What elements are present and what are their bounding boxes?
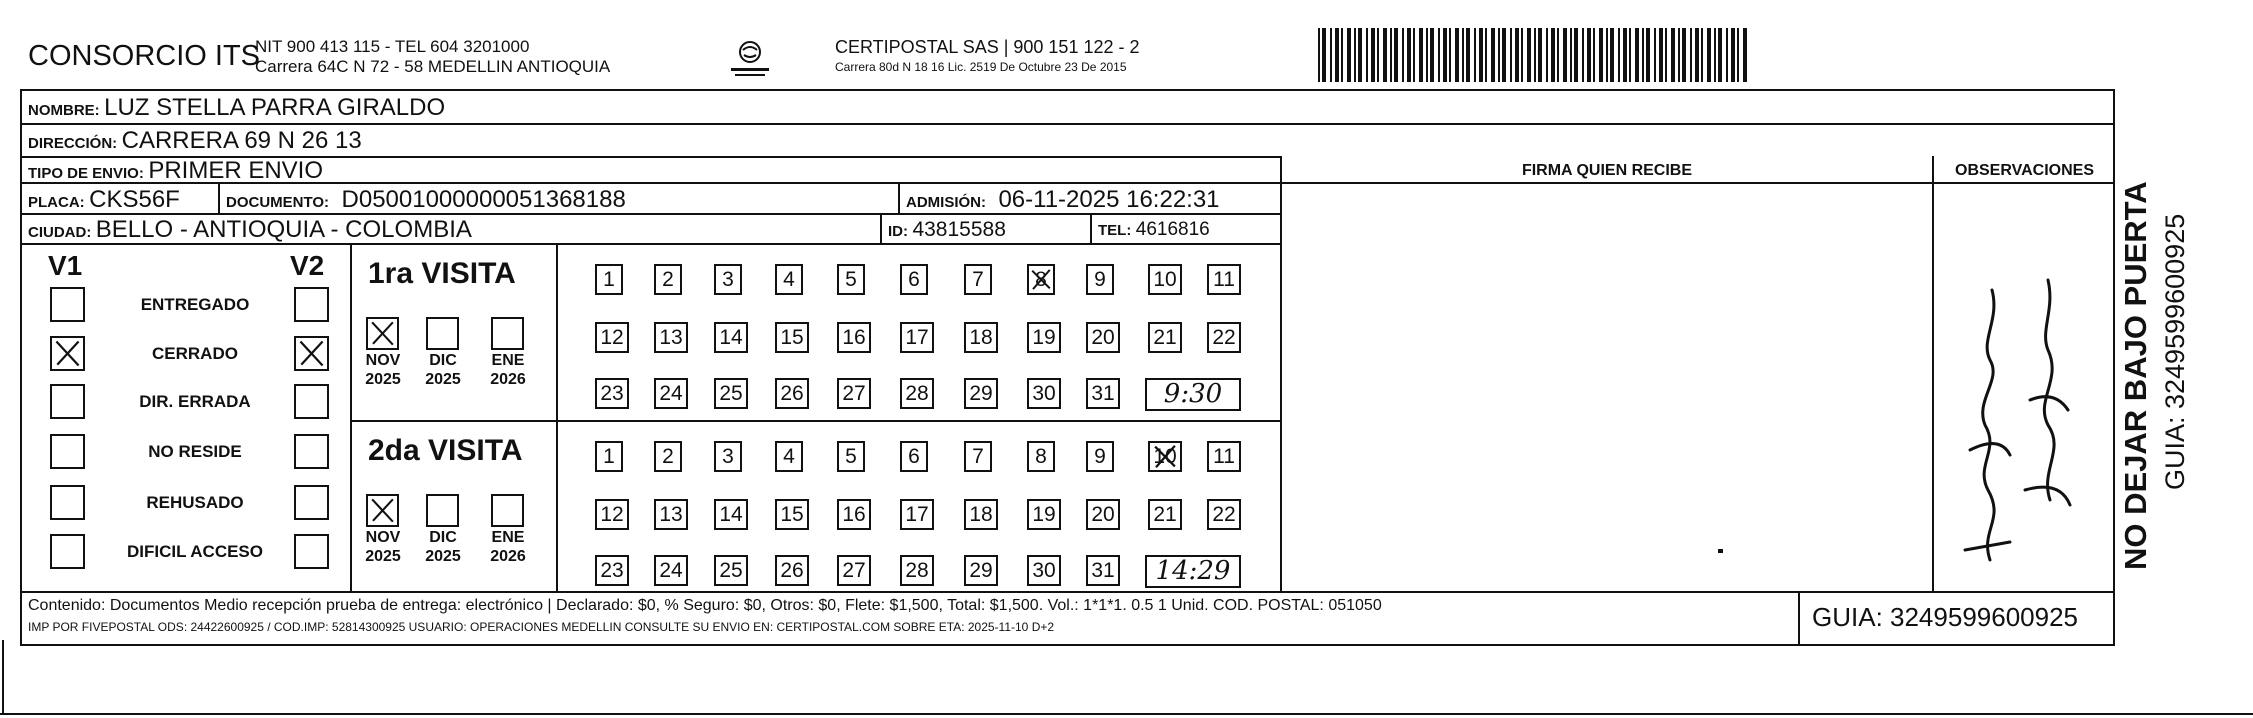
day-box[interactable]: 4 <box>775 441 803 472</box>
day-box[interactable]: 31 <box>1086 378 1120 409</box>
day-box[interactable]: 22 <box>1207 499 1241 530</box>
day-box[interactable]: 9 <box>1086 441 1114 472</box>
day-box[interactable]: 12 <box>595 499 629 530</box>
month-label: ENE 2026 <box>490 529 526 565</box>
day-box[interactable]: 9 <box>1086 264 1114 295</box>
nombre-value: LUZ STELLA PARRA GIRALDO <box>104 94 446 121</box>
v2-label: V2 <box>290 250 325 281</box>
day-box[interactable]: 7 <box>964 441 992 472</box>
placa-value: CKS56F <box>89 186 180 213</box>
side-guia: GUIA: 3249599600925 <box>2160 213 2190 490</box>
day-box[interactable]: 23 <box>595 378 629 409</box>
day-box[interactable]: 18 <box>964 499 998 530</box>
day-box[interactable]: 1 <box>595 441 623 472</box>
day-box[interactable]: 17 <box>900 322 934 353</box>
v1-label: V1 <box>48 250 83 281</box>
day-box[interactable]: 4 <box>775 264 803 295</box>
day-box[interactable]: 15 <box>775 322 809 353</box>
day-box[interactable]: 2 <box>654 264 682 295</box>
id-cell <box>888 218 1006 242</box>
direccion-row <box>28 127 362 155</box>
v1-checkbox[interactable] <box>50 287 85 322</box>
firma-label: FIRMA QUIEN RECIBE <box>1521 162 1693 179</box>
day-box[interactable]: 29 <box>964 555 998 586</box>
v1-checkbox[interactable] <box>50 534 85 569</box>
v2-checkbox[interactable] <box>294 485 329 520</box>
month-checkbox[interactable] <box>366 494 399 527</box>
day-box[interactable]: 26 <box>775 378 809 409</box>
day-box[interactable]: 28 <box>900 378 934 409</box>
certipostal-logo <box>726 36 774 82</box>
day-box[interactable]: 6 <box>900 441 928 472</box>
tel-label: TEL: <box>1098 222 1132 239</box>
day-box[interactable]: 20 <box>1086 499 1120 530</box>
barcode <box>1318 28 1752 82</box>
day-box[interactable]: 30 <box>1027 378 1061 409</box>
status-label: CERRADO <box>152 344 238 363</box>
day-box[interactable]: 21 <box>1148 499 1182 530</box>
day-box[interactable]: 22 <box>1207 322 1241 353</box>
day-box[interactable]: 8 <box>1027 441 1055 472</box>
admision-cell <box>906 186 1220 214</box>
placa-label: PLACA: <box>28 194 85 211</box>
day-box[interactable]: 23 <box>595 555 629 586</box>
day-box[interactable]: 29 <box>964 378 998 409</box>
courier-license: Carrera 80d N 18 16 Lic. 2519 De Octubre 23 De 2015 <box>835 60 1127 74</box>
v1-checkbox[interactable] <box>50 434 85 469</box>
month-label: NOV 2025 <box>365 529 401 565</box>
visit-title: 1ra VISITA <box>368 257 516 290</box>
observaciones-label: OBSERVACIONES <box>1955 162 2094 179</box>
day-box[interactable]: 27 <box>837 378 871 409</box>
month-label: NOV 2025 <box>365 352 401 388</box>
day-box[interactable]: 10 <box>1148 441 1182 472</box>
day-box[interactable]: 19 <box>1027 499 1061 530</box>
day-box[interactable]: 15 <box>775 499 809 530</box>
day-box[interactable]: 19 <box>1027 322 1061 353</box>
status-label: ENTREGADO <box>140 295 250 314</box>
day-box[interactable]: 30 <box>1027 555 1061 586</box>
day-box[interactable]: 24 <box>654 378 688 409</box>
day-box[interactable]: 14 <box>714 322 748 353</box>
sender-name: CONSORCIO ITS <box>28 40 261 72</box>
nombre-row <box>28 94 445 122</box>
side-warning: NO DEJAR BAJO PUERTA <box>2118 181 2153 570</box>
sender-address: Carrera 64C N 72 - 58 MEDELLIN ANTIOQUIA <box>255 57 611 76</box>
day-box[interactable]: 20 <box>1086 322 1120 353</box>
footer-imp: IMP POR FIVEPOSTAL ODS: 24422600925 / COD.IMP: 52814300925 USUARIO: OPERACIONES MEDELLIN CONSULTE SU ENVIO EN: CERTIPOSTAL.COM SOBRE ETA: 2025-11-10 D+2 <box>28 620 1055 634</box>
v2-checkbox[interactable] <box>294 534 329 569</box>
day-box[interactable]: 21 <box>1148 322 1182 353</box>
direccion-label: DIRECCIÓN: <box>28 135 118 152</box>
day-box[interactable]: 25 <box>714 555 748 586</box>
day-box[interactable]: 11 <box>1207 264 1241 295</box>
documento-value: D05001000000051368188 <box>341 186 626 213</box>
v1-checkbox[interactable] <box>50 384 85 419</box>
ciudad-label: CIUDAD: <box>28 224 92 241</box>
v1-checkbox[interactable] <box>50 336 85 371</box>
day-box[interactable]: 10 <box>1148 264 1182 295</box>
visit-time[interactable]: 14:29 <box>1145 555 1241 588</box>
tel-cell <box>1098 219 1210 241</box>
v2-checkbox[interactable] <box>294 434 329 469</box>
signature-dot <box>1718 549 1723 553</box>
courier-name: CERTIPOSTAL SAS | 900 151 122 - 2 <box>835 37 1140 57</box>
day-box[interactable]: 12 <box>595 322 629 353</box>
nombre-label: NOMBRE: <box>28 102 100 119</box>
day-box[interactable]: 16 <box>837 499 871 530</box>
direccion-value: CARRERA 69 N 26 13 <box>121 127 362 154</box>
day-box[interactable]: 13 <box>654 322 688 353</box>
month-label: ENE 2026 <box>490 352 526 388</box>
month-checkbox[interactable] <box>491 317 524 350</box>
day-box[interactable]: 2 <box>654 441 682 472</box>
tipo-row <box>28 157 323 185</box>
day-box[interactable]: 6 <box>900 264 928 295</box>
footer-guia: GUIA: 3249599600925 <box>1812 602 2078 632</box>
day-box[interactable]: 11 <box>1207 441 1241 472</box>
v1-checkbox[interactable] <box>50 485 85 520</box>
sender-nit: NIT 900 413 115 - TEL 604 3201000 <box>255 37 530 56</box>
ciudad-value: BELLO - ANTIOQUIA - COLOMBIA <box>95 216 472 243</box>
day-box[interactable]: 17 <box>900 499 934 530</box>
tipo-label: TIPO DE ENVIO: <box>28 165 144 182</box>
v2-checkbox[interactable] <box>294 336 329 371</box>
day-box[interactable]: 8 <box>1027 264 1055 295</box>
day-box[interactable]: 27 <box>837 555 871 586</box>
day-box[interactable]: 31 <box>1086 555 1120 586</box>
visit-title: 2da VISITA <box>368 434 523 467</box>
tipo-value: PRIMER ENVIO <box>148 157 324 184</box>
day-box[interactable]: 18 <box>964 322 998 353</box>
ciudad-cell <box>28 216 472 244</box>
day-box[interactable]: 16 <box>837 322 871 353</box>
month-label: DIC 2025 <box>425 529 461 565</box>
documento-label: DOCUMENTO: <box>226 194 330 211</box>
month-checkbox[interactable] <box>366 317 399 350</box>
placa-cell <box>28 186 180 214</box>
id-label: ID: <box>888 223 908 240</box>
v2-checkbox[interactable] <box>294 384 329 419</box>
day-box[interactable]: 28 <box>900 555 934 586</box>
visit-time[interactable]: 9:30 <box>1145 378 1241 411</box>
status-label: DIR. ERRADA <box>139 392 251 411</box>
v2-checkbox[interactable] <box>294 287 329 322</box>
day-box[interactable]: 1 <box>595 264 623 295</box>
month-label: DIC 2025 <box>425 352 461 388</box>
day-box[interactable]: 24 <box>654 555 688 586</box>
observaciones-handwriting <box>1930 250 2100 580</box>
month-checkbox[interactable] <box>426 494 459 527</box>
month-checkbox[interactable] <box>491 494 524 527</box>
status-label: REHUSADO <box>146 493 244 512</box>
day-box[interactable]: 7 <box>964 264 992 295</box>
status-label: NO RESIDE <box>148 442 242 461</box>
day-box[interactable]: 3 <box>714 441 742 472</box>
footer-contenido: Contenido: Documentos Medio recepción prueba de entrega: electrónico | Declarado: $0, % Seguro: $0, Otros: $0, Flete: $1,500, Total: $1,500. Vol.: 1*1*1. 0.5 1 Unid. COD. POSTAL: 051050 <box>28 597 1382 614</box>
documento-cell <box>226 186 626 214</box>
day-box[interactable]: 3 <box>714 264 742 295</box>
day-box[interactable]: 13 <box>654 499 688 530</box>
day-box[interactable]: 5 <box>837 441 865 472</box>
month-checkbox[interactable] <box>426 317 459 350</box>
day-box[interactable]: 14 <box>714 499 748 530</box>
day-box[interactable]: 5 <box>837 264 865 295</box>
id-value: 43815588 <box>912 218 1006 241</box>
day-box[interactable]: 26 <box>775 555 809 586</box>
tel-value: 4616816 <box>1135 219 1210 240</box>
admision-label: ADMISIÓN: <box>906 194 986 211</box>
admision-value: 06-11-2025 16:22:31 <box>998 186 1220 213</box>
status-label: DIFICIL ACCESO <box>126 542 263 561</box>
day-box[interactable]: 25 <box>714 378 748 409</box>
